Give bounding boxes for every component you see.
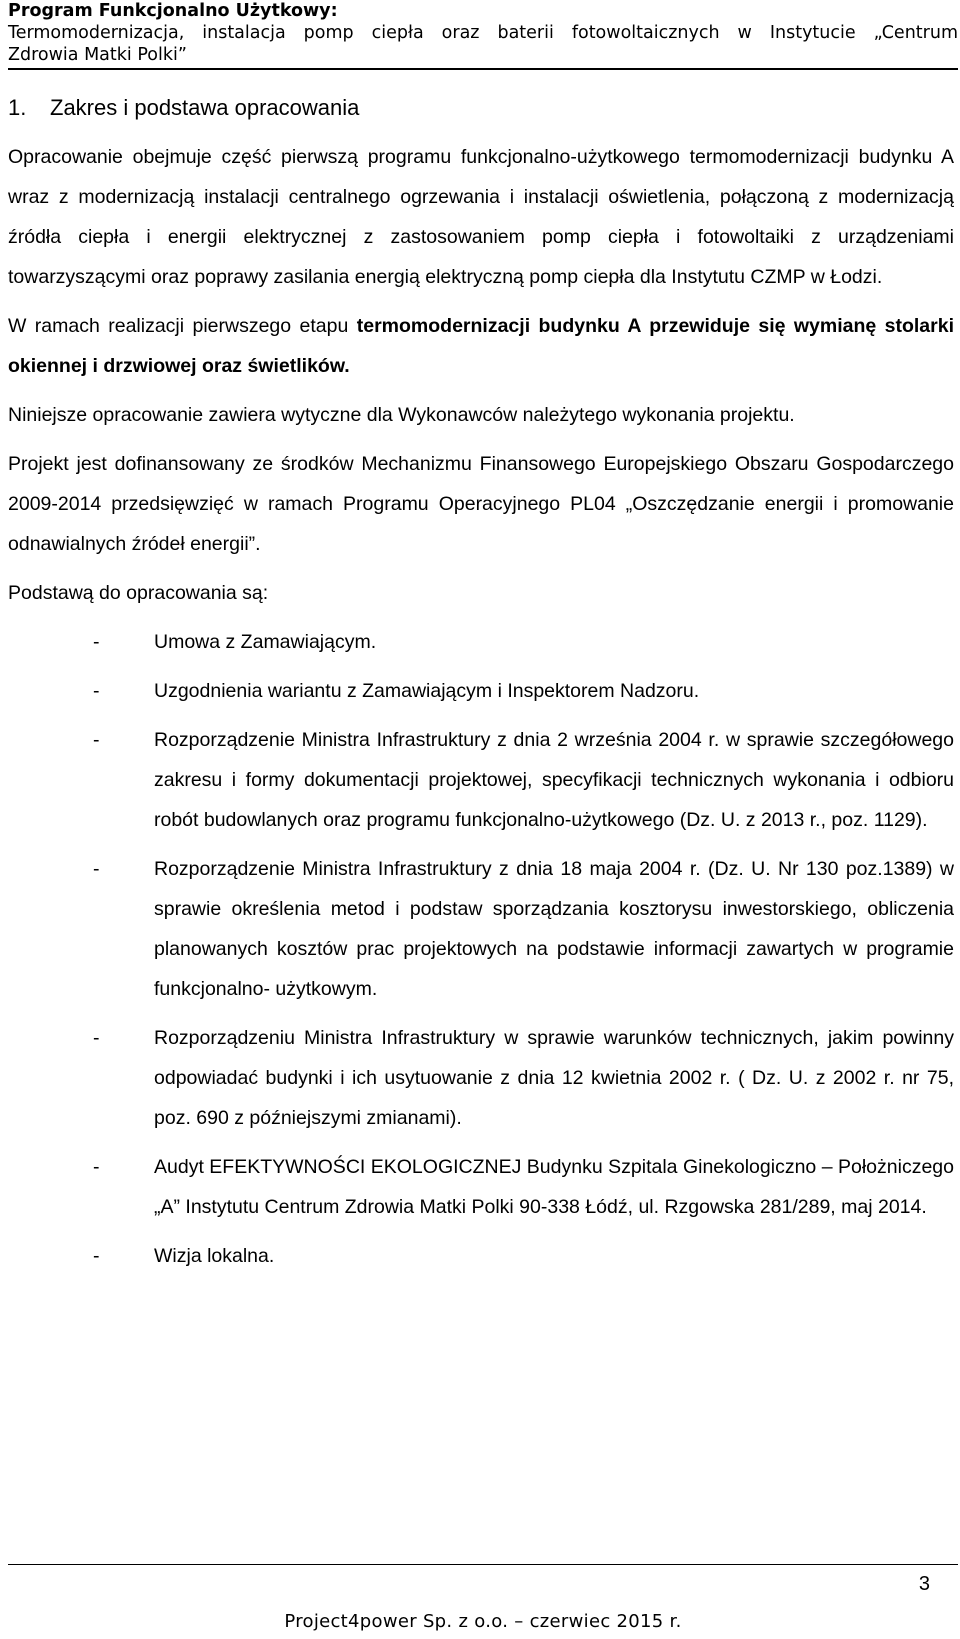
header-subtitle-line1: Termomodernizacja, instalacja pomp ciepła oraz baterii fotowoltaicznych w Instytucie „Centrum bbox=[8, 23, 958, 43]
paragraph-first-stage bbox=[8, 306, 954, 386]
list-item-text: Umowa z Zamawiającym. bbox=[154, 631, 377, 653]
list-item bbox=[8, 1018, 954, 1138]
list-item-text: Audyt EFEKTYWNOŚCI EKOLOGICZNEJ Budynku Szpitala Ginekologiczno – Położniczego „A” Instytutu Centrum Zdrowia Matki Polki 90-338 Łódź, ul. Rzgowska 281/289, maj 2014. bbox=[154, 1156, 954, 1218]
basis-list bbox=[8, 622, 954, 1276]
paragraph-first-stage-bold: termomodernizacji budynku A przewiduje się wymianę stolarki okiennej i drzwiowej oraz świetlików. bbox=[8, 315, 955, 377]
document-body bbox=[8, 88, 954, 1285]
page-header bbox=[8, 0, 958, 70]
list-item-text: Rozporządzeniu Ministra Infrastruktury w sprawie warunków technicznych, jakim powinny odpowiadać budynki i ich usytuowanie z dnia 12 kwietnia 2002 r. ( Dz. U. z 2002 r. nr 75, poz. 690 z późniejszymi zmianami). bbox=[154, 1027, 954, 1129]
paragraph-scope: Opracowanie obejmuje część pierwszą programu funkcjonalno-użytkowego termomodernizacji budynku A wraz z modernizacją instalacji centralnego ogrzewania i instalacji oświetlenia, połączoną z modernizacją źródła ciepła i energii elektrycznej z zastosowaniem pomp ciepła i fotowoltaiki z urządzeniami towarzyszącymi oraz poprawy zasilania energią elektryczną pomp ciepła dla Instytutu CZMP w Łodzi. bbox=[8, 146, 954, 288]
list-item-text: Rozporządzenie Ministra Infrastruktury z dnia 2 września 2004 r. w sprawie szczegółowego zakresu i formy dokumentacji projektowej, specyfikacji technicznych wykonania i odbioru robót budowlanych oraz programu funkcjonalno-użytkowego (Dz. U. z 2013 r., poz. 1129). bbox=[154, 729, 954, 831]
page-footer bbox=[8, 1564, 958, 1632]
list-item bbox=[8, 849, 954, 1009]
paragraph-guidelines: Niniejsze opracowanie zawiera wytyczne dla Wykonawców należytego wykonania projektu. bbox=[8, 404, 795, 426]
section-heading bbox=[8, 88, 954, 128]
list-item-text: Uzgodnienia wariantu z Zamawiającym i Inspektorem Nadzoru. bbox=[154, 680, 700, 702]
list-dash: - bbox=[93, 729, 100, 751]
list-item bbox=[8, 622, 954, 662]
list-item bbox=[8, 1147, 954, 1227]
paragraph-funding: Projekt jest dofinansowany ze środków Mechanizmu Finansowego Europejskiego Obszaru Gospodarczego 2009-2014 przedsięwzięć w ramach Programu Operacyjnego PL04 „Oszczędzanie energii i promowanie odnawialnych źródeł energii”. bbox=[8, 453, 954, 555]
list-dash: - bbox=[93, 1027, 100, 1049]
list-item bbox=[8, 1236, 954, 1276]
list-item-text: Wizja lokalna. bbox=[154, 1245, 275, 1267]
paragraph-first-stage-text: W ramach realizacji pierwszego etapu bbox=[8, 315, 357, 337]
list-item bbox=[8, 720, 954, 840]
list-dash: - bbox=[93, 1245, 100, 1267]
list-item-text: Rozporządzenie Ministra Infrastruktury z dnia 18 maja 2004 r. (Dz. U. Nr 130 poz.1389) w sprawie określenia metod i podstaw sporządzania kosztorysu inwestorskiego, obliczenia planowanych kosztów prac projektowych na podstawie informacji zawartych w programie funkcjonalno- użytkowym. bbox=[154, 858, 954, 1000]
list-dash: - bbox=[93, 1156, 100, 1178]
page-number: 3 bbox=[918, 1573, 930, 1595]
header-title: Program Funkcjonalno Użytkowy: bbox=[8, 1, 338, 21]
paragraph-basis-intro: Podstawą do opracowania są: bbox=[8, 582, 269, 604]
list-dash: - bbox=[93, 631, 100, 653]
list-dash: - bbox=[93, 680, 100, 702]
list-item bbox=[8, 671, 954, 711]
footer-company-date: Project4power Sp. z o.o. – czerwiec 2015 r. bbox=[284, 1611, 682, 1632]
section-number: 1. bbox=[8, 95, 27, 120]
section-title: Zakres i podstawa opracowania bbox=[50, 95, 360, 120]
header-subtitle-line2: Zdrowia Matki Polki” bbox=[8, 45, 187, 65]
list-dash: - bbox=[93, 858, 100, 880]
